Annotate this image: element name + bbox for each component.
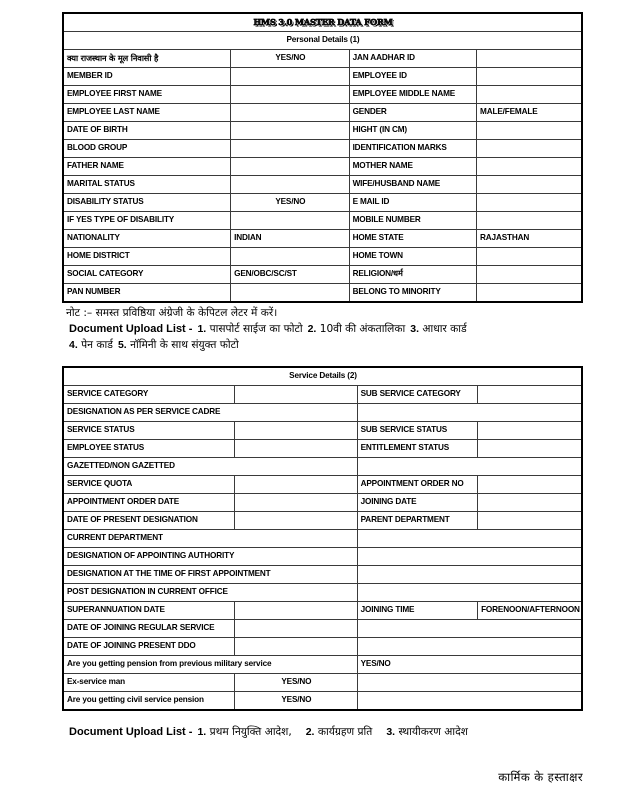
field-label-parent-department: PARENT DEPARTMENT bbox=[357, 512, 477, 530]
service-section-heading-row bbox=[63, 367, 582, 386]
table-row bbox=[63, 638, 582, 656]
field-value-ex-service-man[interactable]: YES/NO bbox=[235, 674, 357, 692]
field-value-domicile[interactable]: YES/NO bbox=[231, 50, 349, 68]
field-label-pan-number: PAN NUMBER bbox=[63, 284, 231, 303]
field-label-post-designation-current-office: POST DESIGNATION IN CURRENT OFFICE bbox=[63, 584, 357, 602]
field-value-appointing-authority-designation[interactable] bbox=[357, 548, 582, 566]
upload-item-text: कार्यग्रहण प्रति bbox=[317, 726, 373, 739]
field-label-gender: GENDER bbox=[349, 104, 476, 122]
field-label-first-name: EMPLOYEE FIRST NAME bbox=[63, 86, 231, 104]
field-value-sub-service-category[interactable] bbox=[478, 386, 582, 404]
field-label-current-department: CURRENT DEPARTMENT bbox=[63, 530, 357, 548]
field-value-belong-to-minority[interactable] bbox=[477, 284, 582, 303]
field-value-last-name[interactable] bbox=[231, 104, 349, 122]
table-row bbox=[63, 692, 582, 711]
field-value-service-status[interactable] bbox=[235, 422, 357, 440]
table-row bbox=[63, 212, 582, 230]
field-value-appointment-order-no[interactable] bbox=[478, 476, 582, 494]
field-label-father-name: FATHER NAME bbox=[63, 158, 231, 176]
field-label-ex-service-man: Ex-service man bbox=[63, 674, 235, 692]
field-label-social-category: SOCIAL CATEGORY bbox=[63, 266, 231, 284]
upload-item-text: प्रथम नियुक्ति आदेश, bbox=[209, 726, 292, 739]
field-label-appointing-authority-designation: DESIGNATION OF APPOINTING AUTHORITY bbox=[63, 548, 357, 566]
field-value-military-pension[interactable]: YES/NO bbox=[357, 656, 582, 674]
field-label-joining-time: JOINING TIME bbox=[357, 602, 477, 620]
field-value-joining-present-ddo[interactable] bbox=[235, 638, 357, 656]
field-label-date-present-designation: DATE OF PRESENT DESIGNATION bbox=[63, 512, 235, 530]
field-value-gender[interactable]: MALE/FEMALE bbox=[477, 104, 582, 122]
field-label-gazetted: GAZETTED/NON GAZETTED bbox=[63, 458, 357, 476]
field-label-civil-service-pension: Are you getting civil service pension bbox=[63, 692, 235, 711]
field-value-marital-status[interactable] bbox=[231, 176, 349, 194]
field-value-date-of-birth[interactable] bbox=[231, 122, 349, 140]
field-label-mobile-number: MOBILE NUMBER bbox=[349, 212, 476, 230]
upload-item-text: 10वी की अंकतालिका bbox=[319, 323, 406, 336]
table-row bbox=[63, 440, 582, 458]
upload-item-number: 4. bbox=[69, 339, 78, 352]
field-label-disability-status: DISABILITY STATUS bbox=[63, 194, 231, 212]
table-row bbox=[63, 494, 582, 512]
upload-item-number: 2. bbox=[307, 323, 317, 336]
table-row bbox=[63, 656, 582, 674]
field-value-service-quota[interactable] bbox=[235, 476, 357, 494]
upload-item-number: 1. bbox=[197, 726, 207, 739]
field-value-disability-status[interactable]: YES/NO bbox=[231, 194, 349, 212]
table-row bbox=[63, 512, 582, 530]
field-value-spouse-name[interactable] bbox=[477, 176, 582, 194]
field-value-height[interactable] bbox=[477, 122, 582, 140]
field-value-middle-name[interactable] bbox=[477, 86, 582, 104]
field-label-identification-marks: IDENTIFICATION MARKS bbox=[349, 140, 476, 158]
signature-label: कार्मिक के हस्ताक्षर bbox=[498, 770, 583, 785]
field-label-service-status: SERVICE STATUS bbox=[63, 422, 235, 440]
table-row bbox=[63, 458, 582, 476]
table-row bbox=[63, 104, 582, 122]
field-value-joining-date[interactable] bbox=[478, 494, 582, 512]
field-label-disability-type: IF YES TYPE OF DISABILITY bbox=[63, 212, 231, 230]
field-value-jan-aadhar-id[interactable] bbox=[477, 50, 582, 68]
field-label-member-id: MEMBER ID bbox=[63, 68, 231, 86]
field-value-joining-regular-service-extra[interactable] bbox=[357, 620, 582, 638]
field-value-blood-group[interactable] bbox=[231, 140, 349, 158]
field-value-parent-department[interactable] bbox=[478, 512, 582, 530]
table-row bbox=[63, 140, 582, 158]
field-value-joining-time[interactable]: FORENOON/AFTERNOON bbox=[478, 602, 582, 620]
service-upload-list-label: Document Upload List - bbox=[69, 726, 193, 739]
table-row bbox=[63, 284, 582, 303]
field-value-superannuation-date[interactable] bbox=[235, 602, 357, 620]
table-row bbox=[63, 422, 582, 440]
field-label-entitlement-status: ENTITLEMENT STATUS bbox=[357, 440, 477, 458]
field-value-joining-present-ddo-extra[interactable] bbox=[357, 638, 582, 656]
field-label-sub-service-category: SUB SERVICE CATEGORY bbox=[357, 386, 477, 404]
field-label-service-quota: SERVICE QUOTA bbox=[63, 476, 235, 494]
table-row bbox=[63, 86, 582, 104]
table-row bbox=[63, 476, 582, 494]
field-value-civil-service-pension[interactable]: YES/NO bbox=[235, 692, 357, 711]
field-label-service-category: SERVICE CATEGORY bbox=[63, 386, 235, 404]
field-value-home-town[interactable] bbox=[477, 248, 582, 266]
field-value-father-name[interactable] bbox=[231, 158, 349, 176]
table-row bbox=[63, 194, 582, 212]
table-row bbox=[63, 404, 582, 422]
field-label-date-of-birth: DATE OF BIRTH bbox=[63, 122, 231, 140]
field-label-military-pension: Are you getting pension from previous military service bbox=[63, 656, 357, 674]
field-value-mother-name[interactable] bbox=[477, 158, 582, 176]
field-value-first-appointment-designation[interactable] bbox=[357, 566, 582, 584]
field-value-home-state[interactable]: RAJASTHAN bbox=[477, 230, 582, 248]
upload-item-number: 5. bbox=[117, 339, 127, 352]
field-label-jan-aadhar-id: JAN AADHAR ID bbox=[349, 50, 476, 68]
personal-upload-list-label: Document Upload List - bbox=[69, 323, 193, 336]
field-value-post-designation-current-office[interactable] bbox=[357, 584, 582, 602]
field-label-joining-present-ddo: DATE OF JOINING PRESENT DDO bbox=[63, 638, 235, 656]
field-label-joining-regular-service: DATE OF JOINING REGULAR SERVICE bbox=[63, 620, 235, 638]
field-value-pan-number[interactable] bbox=[231, 284, 349, 303]
field-value-service-category[interactable] bbox=[235, 386, 357, 404]
personal-section-heading-row bbox=[63, 32, 582, 50]
upload-item-number: 3. bbox=[386, 726, 396, 739]
field-label-middle-name: EMPLOYEE MIDDLE NAME bbox=[349, 86, 476, 104]
table-row bbox=[63, 176, 582, 194]
field-label-email-id: E MAIL ID bbox=[349, 194, 476, 212]
table-row bbox=[63, 620, 582, 638]
field-value-first-name[interactable] bbox=[231, 86, 349, 104]
field-value-member-id[interactable] bbox=[231, 68, 349, 86]
service-details-table bbox=[62, 366, 583, 711]
table-row bbox=[63, 50, 582, 68]
table-row bbox=[63, 68, 582, 86]
field-label-superannuation-date: SUPERANNUATION DATE bbox=[63, 602, 235, 620]
upload-item-text: नॉमिनी के साथ संयुक्त फोटो bbox=[130, 339, 239, 352]
field-label-employee-status: EMPLOYEE STATUS bbox=[63, 440, 235, 458]
field-value-joining-regular-service[interactable] bbox=[235, 620, 357, 638]
field-value-civil-service-pension-extra[interactable] bbox=[357, 692, 582, 711]
table-row bbox=[63, 566, 582, 584]
field-value-employee-status[interactable] bbox=[235, 440, 357, 458]
table-row bbox=[63, 158, 582, 176]
personal-note-block bbox=[62, 303, 583, 354]
service-details-heading: Service Details (2) bbox=[63, 367, 582, 386]
field-value-home-district[interactable] bbox=[231, 248, 349, 266]
field-value-email-id[interactable] bbox=[477, 194, 582, 212]
table-row bbox=[63, 548, 582, 566]
field-value-date-present-designation[interactable] bbox=[235, 512, 357, 530]
field-value-entitlement-status[interactable] bbox=[478, 440, 582, 458]
upload-item-text: आधार कार्ड bbox=[422, 323, 467, 336]
field-label-height: HIGHT (IN CM) bbox=[349, 122, 476, 140]
field-label-home-district: HOME DISTRICT bbox=[63, 248, 231, 266]
table-row bbox=[63, 266, 582, 284]
field-value-gazetted[interactable] bbox=[357, 458, 582, 476]
table-row bbox=[63, 674, 582, 692]
upload-item-text: पासपोर्ट साईज का फोटो bbox=[209, 323, 303, 336]
table-row bbox=[63, 386, 582, 404]
table-row bbox=[63, 248, 582, 266]
form-title: HMS 3.0 MASTER DATA FORM bbox=[63, 13, 582, 32]
upload-item-number: 1. bbox=[197, 323, 207, 336]
field-value-mobile-number[interactable] bbox=[477, 212, 582, 230]
form-title-row bbox=[63, 13, 582, 32]
field-value-ex-service-man-extra[interactable] bbox=[357, 674, 582, 692]
service-upload-list-line bbox=[62, 711, 590, 739]
capital-letters-note: नोट :– समस्त प्रविष्ठिया अंग्रेजी के केपिटल लेटर में करें। bbox=[66, 307, 278, 319]
field-label-domicile: क्या राजस्थान के मूल निवासी है bbox=[63, 50, 231, 68]
field-label-employee-id: EMPLOYEE ID bbox=[349, 68, 476, 86]
field-label-marital-status: MARITAL STATUS bbox=[63, 176, 231, 194]
field-value-disability-type[interactable] bbox=[231, 212, 349, 230]
table-row bbox=[63, 602, 582, 620]
personal-upload-list-line-1 bbox=[62, 321, 583, 338]
field-value-sub-service-status[interactable] bbox=[478, 422, 582, 440]
field-label-home-state: HOME STATE bbox=[349, 230, 476, 248]
upload-item-number: 2. bbox=[305, 726, 315, 739]
personal-details-heading: Personal Details (1) bbox=[63, 32, 582, 50]
upload-item-number: 3. bbox=[410, 323, 420, 336]
field-value-nationality[interactable]: INDIAN bbox=[231, 230, 349, 248]
personal-upload-list-line-2 bbox=[62, 338, 583, 354]
table-row bbox=[63, 530, 582, 548]
field-value-social-category[interactable]: GEN/OBC/SC/ST bbox=[231, 266, 349, 284]
field-label-appointment-order-no: APPOINTMENT ORDER NO bbox=[357, 476, 477, 494]
table-row bbox=[63, 230, 582, 248]
field-label-nationality: NATIONALITY bbox=[63, 230, 231, 248]
field-label-blood-group: BLOOD GROUP bbox=[63, 140, 231, 158]
field-value-current-department[interactable] bbox=[357, 530, 582, 548]
field-label-first-appointment-designation: DESIGNATION AT THE TIME OF FIRST APPOINTMENT bbox=[63, 566, 357, 584]
upload-item-text: पेन कार्ड bbox=[81, 339, 113, 352]
field-label-religion: RELIGION/धर्म bbox=[349, 266, 476, 284]
field-label-last-name: EMPLOYEE LAST NAME bbox=[63, 104, 231, 122]
field-value-employee-id[interactable] bbox=[477, 68, 582, 86]
field-label-spouse-name: WIFE/HUSBAND NAME bbox=[349, 176, 476, 194]
field-label-appointment-order-date: APPOINTMENT ORDER DATE bbox=[63, 494, 235, 512]
field-label-sub-service-status: SUB SERVICE STATUS bbox=[357, 422, 477, 440]
field-label-joining-date: JOINING DATE bbox=[357, 494, 477, 512]
table-row bbox=[63, 584, 582, 602]
field-label-designation-service-cadre: DESIGNATION AS PER SERVICE CADRE bbox=[63, 404, 357, 422]
field-value-designation-service-cadre[interactable] bbox=[357, 404, 582, 422]
field-label-belong-to-minority: BELONG TO MINORITY bbox=[349, 284, 476, 303]
field-label-home-town: HOME TOWN bbox=[349, 248, 476, 266]
field-label-mother-name: MOTHER NAME bbox=[349, 158, 476, 176]
field-value-appointment-order-date[interactable] bbox=[235, 494, 357, 512]
table-row bbox=[63, 122, 582, 140]
upload-item-text: स्थायीकरण आदेश bbox=[398, 726, 468, 739]
field-value-religion[interactable] bbox=[477, 266, 582, 284]
field-value-identification-marks[interactable] bbox=[477, 140, 582, 158]
personal-details-table bbox=[62, 12, 583, 303]
